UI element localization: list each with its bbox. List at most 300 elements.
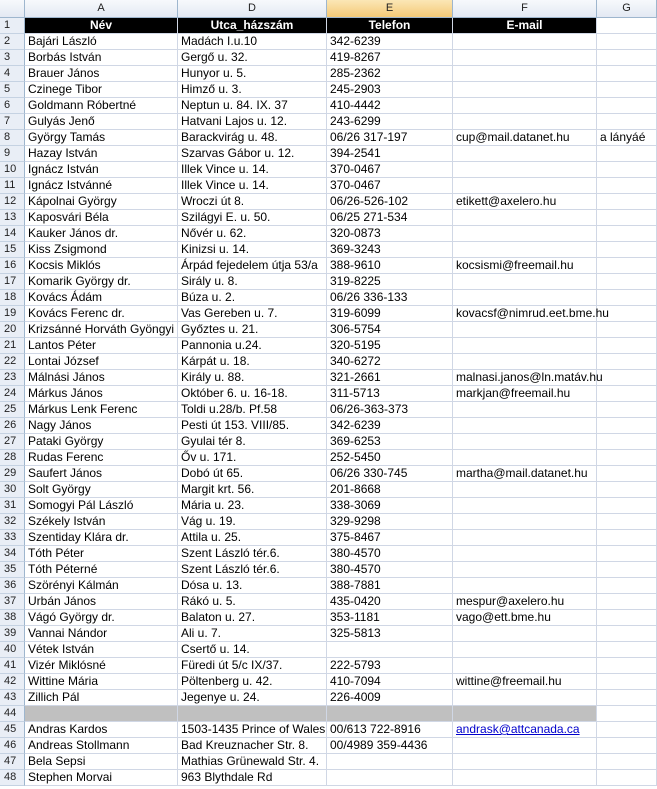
row-header[interactable]: 21 [0,338,25,354]
cell-phone[interactable] [327,706,453,722]
cell-name[interactable]: Brauer János [25,66,178,82]
cell-name[interactable]: Vannai Nándor [25,626,178,642]
column-header-d[interactable]: D [178,0,327,18]
cell-address[interactable]: Hunyor u. 5. [178,66,327,82]
cell-phone[interactable]: 329-9298 [327,514,453,530]
cell-note[interactable] [597,594,657,610]
cell-note[interactable] [597,338,657,354]
cell-note[interactable] [597,418,657,434]
column-header-e[interactable]: E [327,0,453,18]
table-row [0,178,657,194]
column-header-f[interactable]: F [453,0,597,18]
cell-email[interactable] [453,50,597,66]
cell-address[interactable]: Árpád fejedelem útja 53/a [178,258,327,274]
cell-email[interactable] [453,722,597,738]
row-header[interactable]: 29 [0,466,25,482]
cell-name[interactable]: Tóth Péter [25,546,178,562]
cell-phone[interactable]: 388-7881 [327,578,453,594]
row-header[interactable]: 11 [0,178,25,194]
cell-name[interactable]: Lontai József [25,354,178,370]
cell-email[interactable] [453,770,597,786]
cell-phone[interactable]: 319-8225 [327,274,453,290]
cell-note[interactable] [597,514,657,530]
cell-note[interactable] [597,402,657,418]
row-header[interactable]: 25 [0,402,25,418]
row-header[interactable]: 44 [0,706,25,722]
row-header[interactable]: 48 [0,770,25,786]
row-header[interactable]: 16 [0,258,25,274]
cell-note[interactable] [597,34,657,50]
cell-email[interactable] [453,482,597,498]
cell-address[interactable]: Sirály u. 8. [178,274,327,290]
cell-phone[interactable] [327,770,453,786]
cell-note[interactable] [597,50,657,66]
cell-name[interactable]: Lantos Péter [25,338,178,354]
select-all-corner[interactable] [0,0,25,18]
cell-phone[interactable]: 306-5754 [327,322,453,338]
cell-phone[interactable]: 394-2541 [327,146,453,162]
cell-phone[interactable]: 243-6299 [327,114,453,130]
cell-phone[interactable]: 06/26 330-745 [327,466,453,482]
cell-address[interactable] [178,706,327,722]
cell-note[interactable] [597,738,657,754]
cell-address[interactable]: Illek Vince u. 14. [178,162,327,178]
cell-email[interactable] [453,354,597,370]
row-header[interactable]: 43 [0,690,25,706]
row-header[interactable]: 47 [0,754,25,770]
cell-note[interactable] [597,226,657,242]
cell-name[interactable]: Ignácz Istvánné [25,178,178,194]
cell-note[interactable] [597,546,657,562]
cell-address[interactable]: Jegenye u. 24. [178,690,327,706]
cell-note[interactable] [597,274,657,290]
row-header[interactable]: 22 [0,354,25,370]
cell-note[interactable] [597,114,657,130]
cell-address[interactable]: Gergő u. 32. [178,50,327,66]
cell-name[interactable]: Pataki György [25,434,178,450]
row-header[interactable]: 41 [0,658,25,674]
cell-email[interactable] [453,418,597,434]
cell-note[interactable] [597,242,657,258]
cell-address[interactable]: Pannonia u.24. [178,338,327,354]
cell-note[interactable] [597,706,657,722]
cell-address[interactable]: Ali u. 7. [178,626,327,642]
cell-note[interactable] [597,690,657,706]
cell-name[interactable]: Somogyi Pál László [25,498,178,514]
cell-address[interactable]: Győztes u. 21. [178,322,327,338]
row-header[interactable]: 6 [0,98,25,114]
cell-address[interactable]: Toldi u.28/b. Pf.58 [178,402,327,418]
cell-address[interactable]: Illek Vince u. 14. [178,178,327,194]
cell-name[interactable]: Czinege Tibor [25,82,178,98]
cell-address[interactable]: Kinizsi u. 14. [178,242,327,258]
cell-address[interactable]: Füredi út 5/c IX/37. [178,658,327,674]
row-header[interactable]: 7 [0,114,25,130]
cell-address[interactable]: Pesti út 153. VIII/85. [178,418,327,434]
cell-note[interactable] [597,642,657,658]
cell-phone[interactable]: 06/26-363-373 [327,402,453,418]
cell-address[interactable]: Attila u. 25. [178,530,327,546]
cell-email[interactable] [453,178,597,194]
cell-address[interactable]: Madách I.u.10 [178,34,327,50]
cell-name[interactable]: Wittine Mária [25,674,178,690]
cell-phone[interactable]: 245-2903 [327,82,453,98]
cell-phone[interactable]: 380-4570 [327,562,453,578]
cell-email[interactable] [453,402,597,418]
row-header[interactable]: 14 [0,226,25,242]
cell-phone[interactable]: 410-4442 [327,98,453,114]
cell-phone[interactable]: 319-6099 [327,306,453,322]
cell-name[interactable]: Márkus Lenk Ferenc [25,402,178,418]
cell-address[interactable]: 963 Blythdale Rd [178,770,327,786]
cell-email[interactable] [453,530,597,546]
cell-address[interactable]: Margit krt. 56. [178,482,327,498]
cell-name[interactable]: Kovács Ádám [25,290,178,306]
cell-email[interactable]: markjan@freemail.hu [453,386,597,402]
table-row [0,50,657,66]
cell-note[interactable] [597,146,657,162]
row-header[interactable]: 3 [0,50,25,66]
cell-name[interactable]: Kiss Zsigmond [25,242,178,258]
row-header[interactable]: 34 [0,546,25,562]
cell-email[interactable] [453,562,597,578]
cell-email[interactable]: kocsismi@freemail.hu [453,258,597,274]
cell-email[interactable] [453,514,597,530]
row-header[interactable]: 15 [0,242,25,258]
cell-note[interactable] [597,370,657,386]
cell-phone[interactable]: 342-6239 [327,34,453,50]
cell-note[interactable] [597,626,657,642]
table-row [0,482,657,498]
cell-name[interactable]: Urbán János [25,594,178,610]
cell-note[interactable] [597,658,657,674]
cell-email[interactable]: cup@mail.datanet.hu [453,130,597,146]
cell-email[interactable] [453,290,597,306]
cell-name[interactable]: Kauker János dr. [25,226,178,242]
cell-note[interactable] [597,578,657,594]
cell-note[interactable] [597,722,657,738]
cell-email[interactable] [453,66,597,82]
cell-email[interactable]: martha@mail.datanet.hu [453,466,597,482]
cell-name[interactable]: Gulyás Jenő [25,114,178,130]
cell-note[interactable] [597,482,657,498]
cell-name[interactable]: Komarik György dr. [25,274,178,290]
cell-email[interactable] [453,738,597,754]
row-header[interactable]: 35 [0,562,25,578]
cell-note[interactable] [597,754,657,770]
cell-name[interactable]: Vizér Miklósné [25,658,178,674]
cell-note[interactable] [597,434,657,450]
cell-name[interactable]: Vétek István [25,642,178,658]
cell-email[interactable] [453,322,597,338]
cell-note[interactable] [597,162,657,178]
cell-address[interactable]: Szent László tér.6. [178,562,327,578]
cell-name[interactable]: Bajári László [25,34,178,50]
cell-note[interactable] [597,322,657,338]
cell-address[interactable]: Őv u. 171. [178,450,327,466]
header-cell-phone[interactable]: Telefon [327,18,453,34]
cell-email[interactable] [453,34,597,50]
cell-note[interactable] [597,194,657,210]
cell-name[interactable]: Krizsánné Horváth Gyöngyi [25,322,178,338]
cell-phone[interactable]: 380-4570 [327,546,453,562]
cell-email[interactable]: vago@ett.bme.hu [453,610,597,626]
row-header[interactable]: 33 [0,530,25,546]
cell-address[interactable]: Barackvirág u. 48. [178,130,327,146]
cell-phone[interactable]: 285-2362 [327,66,453,82]
cell-phone[interactable]: 00/613 722-8916 [327,722,453,738]
cell-name[interactable]: Bela Sepsi [25,754,178,770]
row-header[interactable]: 26 [0,418,25,434]
row-header[interactable]: 17 [0,274,25,290]
cell-phone[interactable]: 353-1181 [327,610,453,626]
row-header[interactable]: 18 [0,290,25,306]
cell-phone[interactable]: 06/26 336-133 [327,290,453,306]
cell-name[interactable]: Zillich Pál [25,690,178,706]
cell-name[interactable]: Hazay István [25,146,178,162]
cell-email[interactable] [453,338,597,354]
row-header[interactable]: 27 [0,434,25,450]
row-header[interactable]: 46 [0,738,25,754]
cell-address[interactable]: Szent László tér.6. [178,546,327,562]
cell-name[interactable]: Vágó György dr. [25,610,178,626]
row-header[interactable]: 24 [0,386,25,402]
cell-name[interactable]: Borbás István [25,50,178,66]
cell-address[interactable]: 1503-1435 Prince of Wales [178,722,327,738]
cell-address[interactable]: Szilágyi E. u. 50. [178,210,327,226]
header-cell-g[interactable] [597,18,657,34]
cell-email[interactable] [453,210,597,226]
cell-phone[interactable]: 06/25 271-534 [327,210,453,226]
cell-note[interactable] [597,178,657,194]
cell-email[interactable] [453,434,597,450]
cell-email[interactable] [453,658,597,674]
cell-email[interactable] [453,82,597,98]
cell-address[interactable]: Wroczi út 8. [178,194,327,210]
cell-address[interactable]: Balaton u. 27. [178,610,327,626]
cell-phone[interactable]: 320-5195 [327,338,453,354]
cell-name[interactable]: Kocsis Miklós [25,258,178,274]
cell-email[interactable]: malnasi.janos@ln.matáv.hu [453,370,597,386]
cell-address[interactable]: Pöltenberg u. 42. [178,674,327,690]
column-header-g[interactable]: G [597,0,657,18]
cell-phone[interactable]: 340-6272 [327,354,453,370]
row-header[interactable]: 40 [0,642,25,658]
cell-address[interactable]: Király u. 88. [178,370,327,386]
cell-address[interactable]: Himző u. 3. [178,82,327,98]
cell-phone[interactable]: 320-0873 [327,226,453,242]
cell-name[interactable]: Kovács Ferenc dr. [25,306,178,322]
cell-email[interactable] [453,626,597,642]
cell-note[interactable] [597,306,657,322]
cell-phone[interactable] [327,754,453,770]
cell-email[interactable] [453,706,597,722]
cell-note[interactable] [597,386,657,402]
header-cell-email[interactable]: E-mail [453,18,597,34]
cell-phone[interactable]: 369-3243 [327,242,453,258]
cell-phone[interactable]: 311-5713 [327,386,453,402]
cell-note[interactable] [597,98,657,114]
cell-email[interactable]: kovacsf@nimrud.eet.bme.hu [453,306,597,322]
cell-phone[interactable]: 419-8267 [327,50,453,66]
row-header[interactable]: 36 [0,578,25,594]
cell-email[interactable] [453,450,597,466]
row-header[interactable]: 12 [0,194,25,210]
cell-note[interactable] [597,498,657,514]
cell-note[interactable] [597,258,657,274]
row-header[interactable]: 39 [0,626,25,642]
cell-email[interactable] [453,546,597,562]
cell-email[interactable] [453,226,597,242]
row-header[interactable]: 37 [0,594,25,610]
cell-address[interactable]: Dósa u. 13. [178,578,327,594]
row-header[interactable]: 30 [0,482,25,498]
cell-name[interactable]: Szörényi Kálmán [25,578,178,594]
cell-phone[interactable]: 226-4009 [327,690,453,706]
cell-note[interactable] [597,562,657,578]
cell-phone[interactable]: 252-5450 [327,450,453,466]
cell-address[interactable]: Mathias Grünewald Str. 4. [178,754,327,770]
cell-phone[interactable]: 338-3069 [327,498,453,514]
cell-address[interactable]: Dobó út 65. [178,466,327,482]
cell-phone[interactable]: 321-2661 [327,370,453,386]
cell-name[interactable]: Stephen Morvai [25,770,178,786]
cell-email[interactable]: mespur@axelero.hu [453,594,597,610]
cell-name[interactable]: Málnási János [25,370,178,386]
cell-address[interactable]: Búza u. 2. [178,290,327,306]
cell-name[interactable]: Rudas Ferenc [25,450,178,466]
row-header[interactable]: 38 [0,610,25,626]
cell-note[interactable] [597,674,657,690]
cell-phone[interactable]: 325-5813 [327,626,453,642]
row-header[interactable]: 10 [0,162,25,178]
cell-address[interactable]: Csertő u. 14. [178,642,327,658]
cell-address[interactable]: Rákó u. 5. [178,594,327,610]
row-header[interactable]: 23 [0,370,25,386]
cell-name[interactable]: Nagy János [25,418,178,434]
row-header[interactable]: 9 [0,146,25,162]
cell-email[interactable] [453,98,597,114]
row-header[interactable]: 20 [0,322,25,338]
cell-address[interactable]: Gyulai tér 8. [178,434,327,450]
cell-phone[interactable]: 370-0467 [327,178,453,194]
cell-phone[interactable]: 06/26-526-102 [327,194,453,210]
row-header[interactable]: 31 [0,498,25,514]
cell-address[interactable]: Mária u. 23. [178,498,327,514]
table-row [0,146,657,162]
cell-name[interactable]: Tóth Péterné [25,562,178,578]
cell-phone[interactable]: 375-8467 [327,530,453,546]
cell-phone[interactable]: 410-7094 [327,674,453,690]
cell-email[interactable]: etikett@axelero.hu [453,194,597,210]
cell-name[interactable]: Kápolnai György [25,194,178,210]
row-header[interactable]: 19 [0,306,25,322]
row-header[interactable]: 45 [0,722,25,738]
row-header[interactable]: 42 [0,674,25,690]
cell-note[interactable] [597,770,657,786]
cell-phone[interactable]: 06/26 317-197 [327,130,453,146]
column-header-a[interactable]: A [25,0,178,18]
cell-email[interactable] [453,162,597,178]
cell-phone[interactable]: 370-0467 [327,162,453,178]
cell-email[interactable] [453,146,597,162]
cell-name[interactable] [25,706,178,722]
cell-address[interactable]: Kárpát u. 18. [178,354,327,370]
header-cell-nev[interactable]: Név [25,18,178,34]
row-header[interactable]: 5 [0,82,25,98]
cell-address[interactable]: Vas Gereben u. 7. [178,306,327,322]
cell-address[interactable]: Vág u. 19. [178,514,327,530]
cell-name[interactable]: Andreas Stollmann [25,738,178,754]
cell-phone[interactable]: 388-9610 [327,258,453,274]
cell-name[interactable]: György Tamás [25,130,178,146]
cell-note[interactable] [597,82,657,98]
cell-address[interactable]: Szarvas Gábor u. 12. [178,146,327,162]
row-header[interactable]: 28 [0,450,25,466]
cell-phone[interactable]: 00/4989 359-4436 [327,738,453,754]
cell-email[interactable] [453,114,597,130]
cell-phone[interactable]: 435-0420 [327,594,453,610]
row-header[interactable]: 13 [0,210,25,226]
cell-email[interactable] [453,642,597,658]
cell-address[interactable]: Hatvani Lajos u. 12. [178,114,327,130]
cell-name[interactable]: Saufert János [25,466,178,482]
cell-phone[interactable]: 201-8668 [327,482,453,498]
cell-note[interactable] [597,354,657,370]
cell-note[interactable] [597,530,657,546]
cell-note[interactable] [597,210,657,226]
cell-email[interactable] [453,242,597,258]
cell-email[interactable] [453,578,597,594]
cell-name[interactable]: Andras Kardos [25,722,178,738]
cell-email[interactable] [453,754,597,770]
cell-email[interactable] [453,274,597,290]
cell-name[interactable]: Solt György [25,482,178,498]
header-cell-address[interactable]: Utca_házszám [178,18,327,34]
cell-phone[interactable]: 342-6239 [327,418,453,434]
cell-note[interactable] [597,610,657,626]
row-header[interactable]: 8 [0,130,25,146]
cell-email[interactable] [453,690,597,706]
cell-name[interactable]: Márkus János [25,386,178,402]
cell-note[interactable] [597,66,657,82]
cell-note[interactable] [597,450,657,466]
cell-name[interactable]: Goldmann Róbertné [25,98,178,114]
cell-phone[interactable] [327,642,453,658]
cell-note[interactable]: a lányáé [597,130,657,146]
cell-name[interactable]: Kaposvári Béla [25,210,178,226]
cell-email[interactable]: wittine@freemail.hu [453,674,597,690]
cell-note[interactable] [597,466,657,482]
row-header[interactable]: 4 [0,66,25,82]
row-header[interactable]: 1 [0,18,25,34]
cell-name[interactable]: Székely István [25,514,178,530]
row-header[interactable]: 32 [0,514,25,530]
cell-address[interactable]: Bad Kreuznacher Str. 8. [178,738,327,754]
cell-name[interactable]: Ignácz István [25,162,178,178]
cell-address[interactable]: Neptun u. 84. IX. 37 [178,98,327,114]
cell-phone[interactable]: 369-6253 [327,434,453,450]
cell-address[interactable]: Nővér u. 62. [178,226,327,242]
table-row [0,34,657,50]
cell-phone[interactable]: 222-5793 [327,658,453,674]
cell-note[interactable] [597,290,657,306]
cell-email[interactable] [453,498,597,514]
email-link[interactable]: andrask@attcanada.ca [456,722,580,736]
cell-name[interactable]: Szentiday Klára dr. [25,530,178,546]
cell-address[interactable]: Október 6. u. 16-18. [178,386,327,402]
row-header[interactable]: 2 [0,34,25,50]
